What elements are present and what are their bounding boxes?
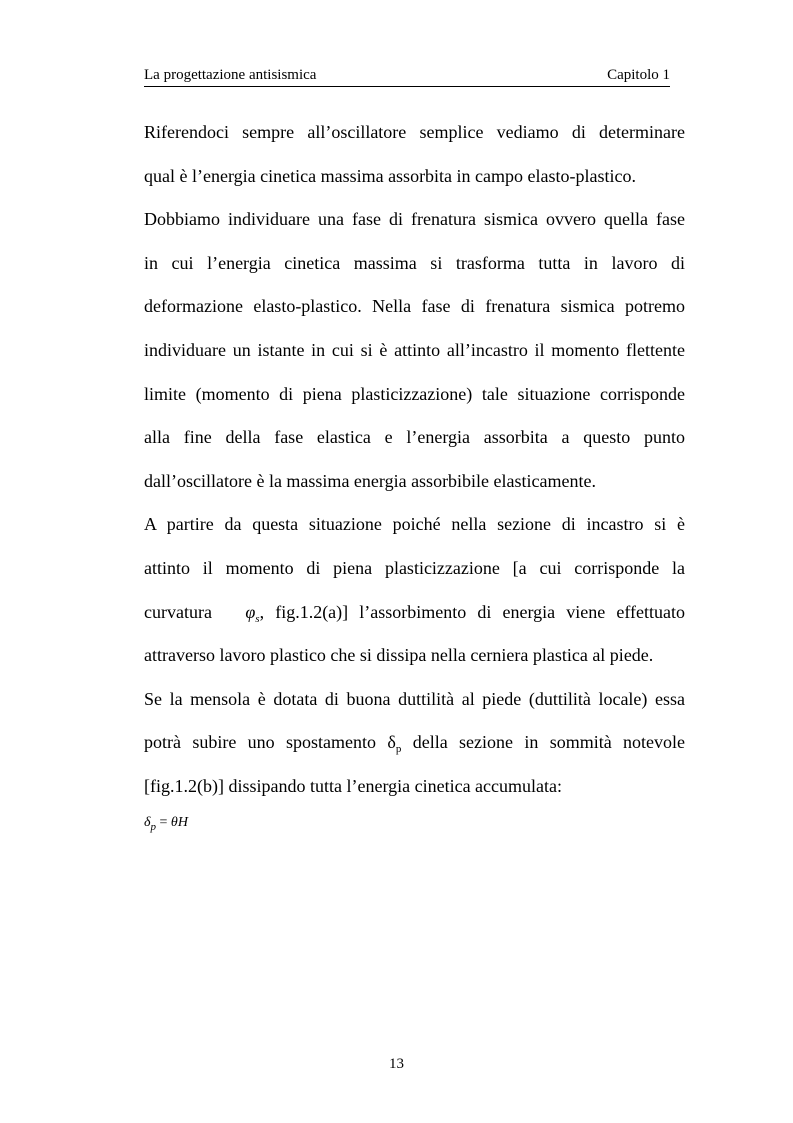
text-line: attraverso lavoro plastico che si dissipa nella cerniera plastica al piede. — [144, 645, 654, 666]
header-chapter: Capitolo 1 — [607, 67, 670, 83]
text-line: limite (momento di piena plasticizzazione) tale situazione corrisponde — [144, 383, 685, 404]
text-line: Riferendoci sempre all’oscillatore semplice vediamo di determinare — [144, 122, 685, 142]
text-line: A partire da questa situazione poiché nella sezione di incastro si è — [144, 514, 685, 535]
formula — [144, 815, 188, 833]
formula-equals: = — [159, 815, 168, 830]
text-line: in cui l’energia cinetica massima si trasforma tutta in lavoro di — [144, 252, 685, 273]
phi-symbol: φ — [245, 601, 256, 622]
formula-delta: δ — [144, 815, 151, 830]
text-line-curvature — [144, 594, 685, 638]
formula-theta: θ — [170, 815, 178, 830]
delta-lead: potrà subire uno spostamento — [144, 732, 377, 753]
text-line: Se la mensola è dotata di buona duttilità al piede (duttilità locale) essa — [144, 688, 685, 709]
formula-subscript: p — [150, 821, 157, 833]
text-line: deformazione elasto-plastico. Nella fase di frenatura sismica potremo — [144, 296, 685, 317]
delta-rest: della sezione in sommità notevole — [412, 732, 686, 753]
curvature-rest: , fig.1.2(a)] l’assorbimento di energia viene effettuato — [259, 601, 685, 622]
delta-subscript: p — [395, 743, 402, 756]
text-line: Dobbiamo individuare una fase di frenatura sismica ovvero quella fase — [144, 209, 685, 230]
text-line: alla fine della fase elastica e l’energia assorbita a questo punto — [144, 427, 685, 448]
header-title: La progettazione antisismica — [144, 67, 317, 83]
text-line: [fig.1.2(b)] dissipando tutta l’energia cinetica accumulata: — [144, 775, 563, 796]
page-number: 13 — [389, 1056, 404, 1072]
formula-h: H — [177, 815, 188, 830]
delta-symbol: δ — [387, 732, 396, 753]
text-line: qual è l’energia cinetica massima assorbita in campo elasto-plastico. — [144, 165, 636, 186]
text-line: dall’oscillatore è la massima energia assorbibile elasticamente. — [144, 470, 596, 491]
running-header — [144, 66, 670, 87]
text-line: individuare un istante in cui si è attinto all’incastro il momento flettente — [144, 339, 685, 360]
text-line-delta — [144, 724, 685, 768]
body-text — [144, 114, 685, 812]
curvature-word: curvatura — [144, 601, 212, 622]
text-line: attinto il momento di piena plasticizzazione [a cui corrisponde la — [144, 557, 685, 578]
phi-subscript: s — [255, 612, 260, 625]
